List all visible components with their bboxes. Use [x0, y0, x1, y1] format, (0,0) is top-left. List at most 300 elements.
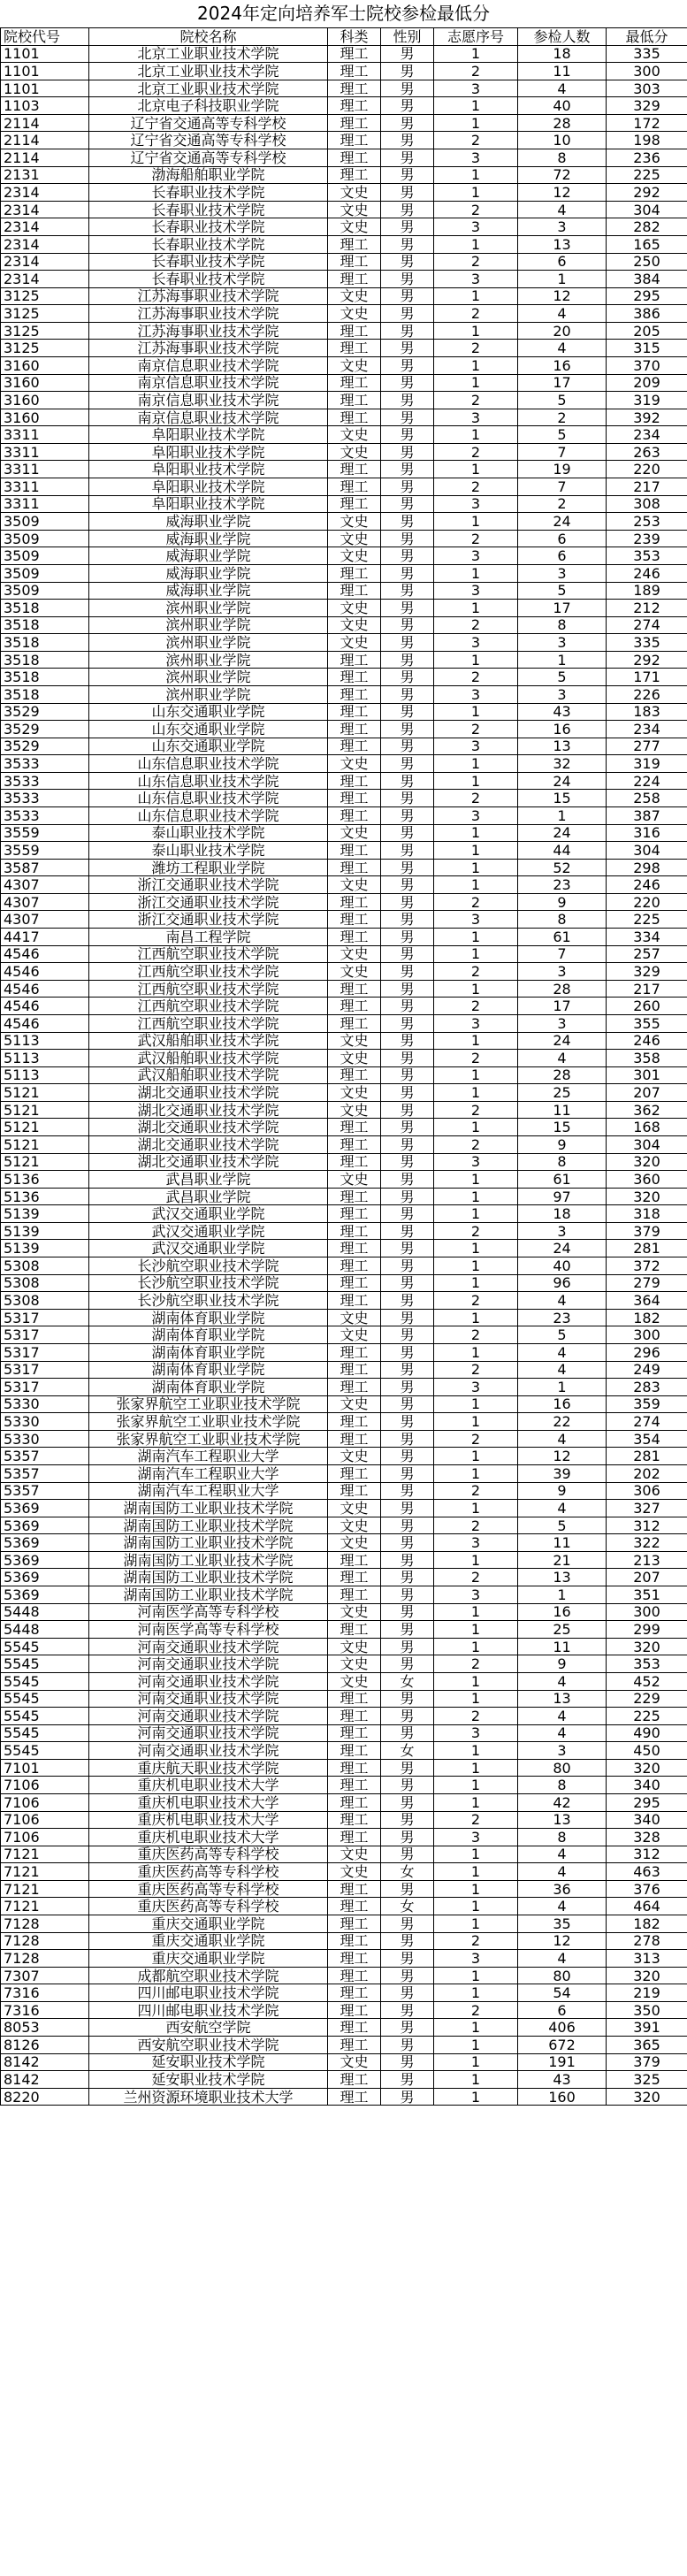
cell-min-score: 183 [607, 703, 687, 721]
cell-choice-order: 1 [434, 1793, 518, 1811]
cell-school-name: 西安航空学院 [89, 2019, 328, 2037]
cell-examinee-count: 12 [518, 1932, 607, 1950]
cell-min-score: 313 [607, 1950, 687, 1968]
header-min-score: 最低分 [607, 28, 687, 46]
cell-school-code: 5545 [1, 1742, 89, 1760]
cell-school-name: 湖北交通职业技术学院 [89, 1136, 328, 1154]
cell-category: 文史 [328, 1672, 381, 1690]
cell-examinee-count: 4 [518, 1292, 607, 1310]
cell-choice-order: 1 [434, 2037, 518, 2054]
cell-category: 文史 [328, 876, 381, 894]
cell-min-score: 358 [607, 1050, 687, 1067]
cell-school-code: 4307 [1, 876, 89, 894]
cell-school-code: 5545 [1, 1638, 89, 1655]
table-row [1, 1569, 687, 1586]
cell-min-score: 340 [607, 1811, 687, 1829]
cell-gender: 男 [381, 1517, 434, 1534]
table-row [1, 1534, 687, 1552]
cell-examinee-count: 4 [518, 1863, 607, 1881]
table-row [1, 980, 687, 998]
cell-choice-order: 1 [434, 1915, 518, 1933]
cell-school-name: 长沙航空职业技术学院 [89, 1257, 328, 1275]
cell-choice-order: 1 [434, 703, 518, 721]
cell-examinee-count: 11 [518, 1534, 607, 1552]
cell-min-score: 283 [607, 1379, 687, 1396]
table-row [1, 564, 687, 582]
cell-min-score: 450 [607, 1742, 687, 1760]
cell-examinee-count: 18 [518, 1205, 607, 1223]
cell-examinee-count: 24 [518, 1032, 607, 1050]
cell-choice-order: 2 [434, 1222, 518, 1240]
cell-gender: 男 [381, 2071, 434, 2089]
cell-school-name: 河南交通职业技术学院 [89, 1742, 328, 1760]
cell-school-code: 3518 [1, 669, 89, 686]
cell-examinee-count: 4 [518, 1361, 607, 1379]
cell-category: 理工 [328, 80, 381, 97]
cell-min-score: 329 [607, 97, 687, 115]
cell-min-score: 364 [607, 1292, 687, 1310]
cell-examinee-count: 16 [518, 356, 607, 374]
cell-min-score: 298 [607, 859, 687, 876]
table-row [1, 2088, 687, 2106]
table-row [1, 1880, 687, 1898]
cell-school-code: 7121 [1, 1863, 89, 1881]
cell-choice-order: 3 [434, 409, 518, 426]
cell-school-name: 潍坊工程职业学院 [89, 859, 328, 876]
cell-choice-order: 2 [434, 721, 518, 738]
cell-category: 理工 [328, 253, 381, 271]
cell-examinee-count: 13 [518, 1811, 607, 1829]
cell-school-code: 2114 [1, 132, 89, 149]
cell-choice-order: 3 [434, 1014, 518, 1032]
cell-examinee-count: 13 [518, 1569, 607, 1586]
table-row [1, 1603, 687, 1621]
cell-category: 理工 [328, 235, 381, 253]
table-row [1, 63, 687, 80]
cell-choice-order: 1 [434, 1464, 518, 1482]
cell-school-code: 7316 [1, 1984, 89, 2002]
cell-category: 理工 [328, 1569, 381, 1586]
cell-gender: 男 [381, 1932, 434, 1950]
cell-school-name: 威海职业学院 [89, 582, 328, 600]
cell-examinee-count: 1 [518, 1379, 607, 1396]
cell-examinee-count: 23 [518, 876, 607, 894]
cell-min-score: 335 [607, 634, 687, 652]
cell-gender: 男 [381, 564, 434, 582]
cell-category: 文史 [328, 2053, 381, 2071]
cell-choice-order: 1 [434, 97, 518, 115]
page-title: 2024年定向培养军士院校参检最低分 [197, 3, 490, 24]
table-row [1, 1240, 687, 1257]
cell-gender: 男 [381, 218, 434, 236]
cell-gender: 女 [381, 1672, 434, 1690]
cell-school-name: 长春职业技术学院 [89, 235, 328, 253]
cell-gender: 男 [381, 1880, 434, 1898]
cell-examinee-count: 36 [518, 1880, 607, 1898]
table-row [1, 1205, 687, 1223]
cell-school-name: 武昌职业学院 [89, 1171, 328, 1189]
cell-school-name: 江西航空职业技术学院 [89, 1014, 328, 1032]
cell-min-score: 246 [607, 564, 687, 582]
cell-school-code: 5308 [1, 1257, 89, 1275]
table-row [1, 1742, 687, 1760]
cell-school-name: 湖南国防工业职业技术学院 [89, 1551, 328, 1569]
cell-min-score: 165 [607, 235, 687, 253]
cell-school-code: 5113 [1, 1066, 89, 1084]
cell-school-name: 阜阳职业技术学院 [89, 478, 328, 496]
cell-gender: 男 [381, 1621, 434, 1639]
table-row [1, 271, 687, 288]
cell-category: 文史 [328, 1655, 381, 1673]
cell-school-name: 江西航空职业技术学院 [89, 963, 328, 981]
cell-choice-order: 1 [434, 1084, 518, 1102]
cell-gender: 男 [381, 1413, 434, 1431]
cell-min-score: 246 [607, 876, 687, 894]
cell-examinee-count: 43 [518, 2071, 607, 2089]
cell-school-code: 5121 [1, 1084, 89, 1102]
cell-examinee-count: 12 [518, 287, 607, 305]
cell-choice-order: 2 [434, 63, 518, 80]
cell-examinee-count: 17 [518, 374, 607, 392]
cell-school-name: 重庆交通职业学院 [89, 1950, 328, 1968]
table-row [1, 1119, 687, 1136]
cell-school-name: 长春职业技术学院 [89, 271, 328, 288]
cell-choice-order: 2 [434, 1361, 518, 1379]
cell-category: 理工 [328, 1621, 381, 1639]
cell-school-code: 8053 [1, 2019, 89, 2037]
cell-gender: 男 [381, 1101, 434, 1119]
cell-min-score: 258 [607, 790, 687, 807]
cell-examinee-count: 21 [518, 1551, 607, 1569]
cell-min-score: 351 [607, 1586, 687, 1604]
cell-gender: 男 [381, 530, 434, 547]
cell-school-name: 湖南体育职业学院 [89, 1326, 328, 1344]
cell-choice-order: 2 [434, 392, 518, 409]
cell-school-code: 2314 [1, 253, 89, 271]
cell-school-name: 张家界航空工业职业技术学院 [89, 1430, 328, 1448]
cell-min-score: 315 [607, 340, 687, 357]
cell-category: 理工 [328, 374, 381, 392]
cell-choice-order: 1 [434, 1846, 518, 1863]
cell-examinee-count: 9 [518, 1655, 607, 1673]
cell-school-code: 4307 [1, 911, 89, 929]
cell-min-score: 312 [607, 1517, 687, 1534]
cell-min-score: 217 [607, 980, 687, 998]
cell-choice-order: 2 [434, 1136, 518, 1154]
cell-min-score: 220 [607, 461, 687, 478]
cell-choice-order: 3 [434, 547, 518, 565]
cell-choice-order: 2 [434, 998, 518, 1015]
cell-choice-order: 2 [434, 1655, 518, 1673]
cell-school-code: 3529 [1, 738, 89, 755]
cell-min-score: 219 [607, 1984, 687, 2002]
table-row [1, 1638, 687, 1655]
cell-category: 理工 [328, 772, 381, 790]
cell-examinee-count: 9 [518, 893, 607, 911]
cell-school-code: 5369 [1, 1500, 89, 1517]
cell-choice-order: 3 [434, 911, 518, 929]
table-row [1, 651, 687, 669]
cell-school-code: 2314 [1, 235, 89, 253]
table-row [1, 495, 687, 513]
table-row [1, 1343, 687, 1361]
cell-choice-order: 1 [434, 1257, 518, 1275]
cell-category: 文史 [328, 824, 381, 842]
cell-school-code: 8126 [1, 2037, 89, 2054]
table-row [1, 1690, 687, 1708]
cell-school-code: 4417 [1, 929, 89, 946]
cell-school-code: 4546 [1, 963, 89, 981]
cell-school-name: 湖北交通职业技术学院 [89, 1153, 328, 1171]
cell-school-name: 威海职业学院 [89, 513, 328, 531]
table-row [1, 374, 687, 392]
cell-category: 文史 [328, 305, 381, 323]
cell-school-code: 5121 [1, 1101, 89, 1119]
cell-gender: 男 [381, 201, 434, 218]
cell-category: 理工 [328, 1257, 381, 1275]
cell-min-score: 226 [607, 685, 687, 703]
cell-school-code: 4546 [1, 980, 89, 998]
cell-category: 理工 [328, 893, 381, 911]
cell-choice-order: 1 [434, 755, 518, 773]
cell-examinee-count: 25 [518, 1084, 607, 1102]
cell-category: 理工 [328, 1586, 381, 1604]
cell-category: 理工 [328, 790, 381, 807]
cell-choice-order: 1 [434, 1880, 518, 1898]
cell-category: 文史 [328, 1101, 381, 1119]
cell-school-name: 南京信息职业技术学院 [89, 374, 328, 392]
cell-school-code: 7121 [1, 1898, 89, 1915]
cell-choice-order: 1 [434, 1119, 518, 1136]
cell-examinee-count: 24 [518, 824, 607, 842]
cell-gender: 男 [381, 1708, 434, 1725]
cell-choice-order: 1 [434, 2071, 518, 2089]
cell-choice-order: 1 [434, 1188, 518, 1205]
cell-school-code: 1103 [1, 97, 89, 115]
cell-gender: 男 [381, 409, 434, 426]
cell-examinee-count: 39 [518, 1464, 607, 1482]
cell-gender: 男 [381, 755, 434, 773]
cell-gender: 男 [381, 980, 434, 998]
cell-school-name: 湖北交通职业技术学院 [89, 1101, 328, 1119]
cell-min-score: 320 [607, 1638, 687, 1655]
cell-school-code: 5139 [1, 1205, 89, 1223]
cell-choice-order: 1 [434, 1690, 518, 1708]
cell-choice-order: 1 [434, 1171, 518, 1189]
cell-category: 理工 [328, 807, 381, 825]
cell-category: 文史 [328, 1032, 381, 1050]
cell-school-code: 5357 [1, 1448, 89, 1465]
cell-school-name: 滨州职业学院 [89, 600, 328, 617]
cell-school-code: 5317 [1, 1309, 89, 1326]
cell-choice-order: 1 [434, 1240, 518, 1257]
cell-gender: 男 [381, 772, 434, 790]
cell-min-score: 257 [607, 945, 687, 963]
cell-school-name: 浙江交通职业技术学院 [89, 911, 328, 929]
cell-choice-order: 2 [434, 132, 518, 149]
cell-examinee-count: 8 [518, 616, 607, 634]
cell-choice-order: 3 [434, 634, 518, 652]
cell-school-name: 湖南体育职业学院 [89, 1361, 328, 1379]
cell-school-code: 3509 [1, 513, 89, 531]
cell-min-score: 353 [607, 1655, 687, 1673]
cell-gender: 男 [381, 166, 434, 184]
cell-examinee-count: 10 [518, 132, 607, 149]
cell-min-score: 392 [607, 409, 687, 426]
table-row [1, 1811, 687, 1829]
table-row [1, 945, 687, 963]
table-row [1, 1136, 687, 1154]
header-gender: 性别 [381, 28, 434, 46]
cell-examinee-count: 8 [518, 911, 607, 929]
cell-school-code: 8220 [1, 2088, 89, 2106]
table-row [1, 1708, 687, 1725]
cell-school-code: 3587 [1, 859, 89, 876]
table-row [1, 461, 687, 478]
cell-examinee-count: 3 [518, 963, 607, 981]
cell-school-code: 3160 [1, 392, 89, 409]
cell-category: 理工 [328, 1464, 381, 1482]
cell-examinee-count: 80 [518, 1967, 607, 1984]
cell-choice-order: 3 [434, 807, 518, 825]
cell-choice-order: 1 [434, 980, 518, 998]
table-row [1, 1153, 687, 1171]
cell-category: 理工 [328, 149, 381, 167]
cell-category: 理工 [328, 1551, 381, 1569]
cell-school-code: 5317 [1, 1343, 89, 1361]
cell-choice-order: 3 [434, 271, 518, 288]
cell-examinee-count: 1 [518, 271, 607, 288]
cell-category: 理工 [328, 998, 381, 1015]
cell-examinee-count: 9 [518, 1136, 607, 1154]
table-row [1, 703, 687, 721]
cell-category: 理工 [328, 2088, 381, 2106]
cell-gender: 男 [381, 1500, 434, 1517]
cell-gender: 男 [381, 1361, 434, 1379]
cell-school-code: 1101 [1, 63, 89, 80]
cell-choice-order: 2 [434, 305, 518, 323]
cell-gender: 男 [381, 893, 434, 911]
cell-category: 理工 [328, 582, 381, 600]
cell-examinee-count: 61 [518, 1171, 607, 1189]
table-row [1, 1101, 687, 1119]
cell-category: 理工 [328, 132, 381, 149]
cell-examinee-count: 24 [518, 1240, 607, 1257]
cell-school-name: 北京工业职业技术学院 [89, 45, 328, 63]
cell-examinee-count: 2 [518, 495, 607, 513]
cell-examinee-count: 4 [518, 1050, 607, 1067]
cell-examinee-count: 24 [518, 772, 607, 790]
cell-min-score: 350 [607, 2001, 687, 2019]
table-row [1, 305, 687, 323]
cell-gender: 男 [381, 1811, 434, 1829]
cell-school-code: 3125 [1, 305, 89, 323]
table-row [1, 1655, 687, 1673]
cell-school-code: 5545 [1, 1655, 89, 1673]
table-row [1, 1257, 687, 1275]
cell-min-score: 319 [607, 755, 687, 773]
cell-min-score: 353 [607, 547, 687, 565]
cell-examinee-count: 13 [518, 1690, 607, 1708]
cell-school-name: 张家界航空工业职业技术学院 [89, 1413, 328, 1431]
cell-gender: 男 [381, 271, 434, 288]
cell-school-code: 7106 [1, 1811, 89, 1829]
cell-school-code: 3533 [1, 807, 89, 825]
cell-min-score: 387 [607, 807, 687, 825]
cell-min-score: 225 [607, 1708, 687, 1725]
cell-school-code: 3311 [1, 478, 89, 496]
cell-choice-order: 1 [434, 1343, 518, 1361]
cell-gender: 男 [381, 807, 434, 825]
cell-gender: 男 [381, 1188, 434, 1205]
cell-school-name: 湖南汽车工程职业大学 [89, 1448, 328, 1465]
cell-min-score: 325 [607, 2071, 687, 2089]
table-row [1, 1950, 687, 1968]
cell-school-name: 河南交通职业技术学院 [89, 1655, 328, 1673]
cell-school-name: 阜阳职业技术学院 [89, 426, 328, 444]
cell-choice-order: 1 [434, 356, 518, 374]
table-row [1, 1724, 687, 1742]
table-row [1, 1672, 687, 1690]
cell-examinee-count: 3 [518, 564, 607, 582]
cell-school-code: 3160 [1, 374, 89, 392]
cell-choice-order: 2 [434, 1430, 518, 1448]
cell-gender: 男 [381, 703, 434, 721]
cell-school-name: 泰山职业技术学院 [89, 842, 328, 860]
cell-choice-order: 1 [434, 1638, 518, 1655]
cell-category: 文史 [328, 356, 381, 374]
cell-category: 理工 [328, 929, 381, 946]
cell-gender: 男 [381, 1846, 434, 1863]
cell-school-name: 辽宁省交通高等专科学校 [89, 149, 328, 167]
cell-gender: 男 [381, 1274, 434, 1292]
cell-examinee-count: 3 [518, 1742, 607, 1760]
cell-examinee-count: 3 [518, 1222, 607, 1240]
cell-choice-order: 1 [434, 374, 518, 392]
cell-min-score: 391 [607, 2019, 687, 2037]
cell-school-code: 3160 [1, 356, 89, 374]
cell-gender: 男 [381, 114, 434, 132]
cell-min-score: 207 [607, 1084, 687, 1102]
cell-school-code: 5369 [1, 1586, 89, 1604]
cell-choice-order: 3 [434, 1534, 518, 1552]
cell-choice-order: 1 [434, 772, 518, 790]
cell-category: 理工 [328, 2071, 381, 2089]
cell-school-code: 5317 [1, 1361, 89, 1379]
cell-school-name: 四川邮电职业技术学院 [89, 1984, 328, 2002]
cell-gender: 男 [381, 80, 434, 97]
cell-choice-order: 1 [434, 1984, 518, 2002]
cell-examinee-count: 96 [518, 1274, 607, 1292]
cell-choice-order: 1 [434, 1777, 518, 1794]
table-row [1, 790, 687, 807]
cell-category: 理工 [328, 738, 381, 755]
cell-examinee-count: 28 [518, 980, 607, 998]
cell-gender: 男 [381, 582, 434, 600]
cell-school-code: 3533 [1, 772, 89, 790]
cell-examinee-count: 16 [518, 1395, 607, 1413]
cell-school-code: 7106 [1, 1829, 89, 1846]
cell-gender: 男 [381, 1430, 434, 1448]
cell-category: 文史 [328, 1863, 381, 1881]
cell-examinee-count: 24 [518, 513, 607, 531]
cell-min-score: 213 [607, 1551, 687, 1569]
table-row [1, 426, 687, 444]
cell-min-score: 490 [607, 1724, 687, 1742]
cell-category: 理工 [328, 685, 381, 703]
cell-gender: 男 [381, 1171, 434, 1189]
cell-gender: 男 [381, 547, 434, 565]
